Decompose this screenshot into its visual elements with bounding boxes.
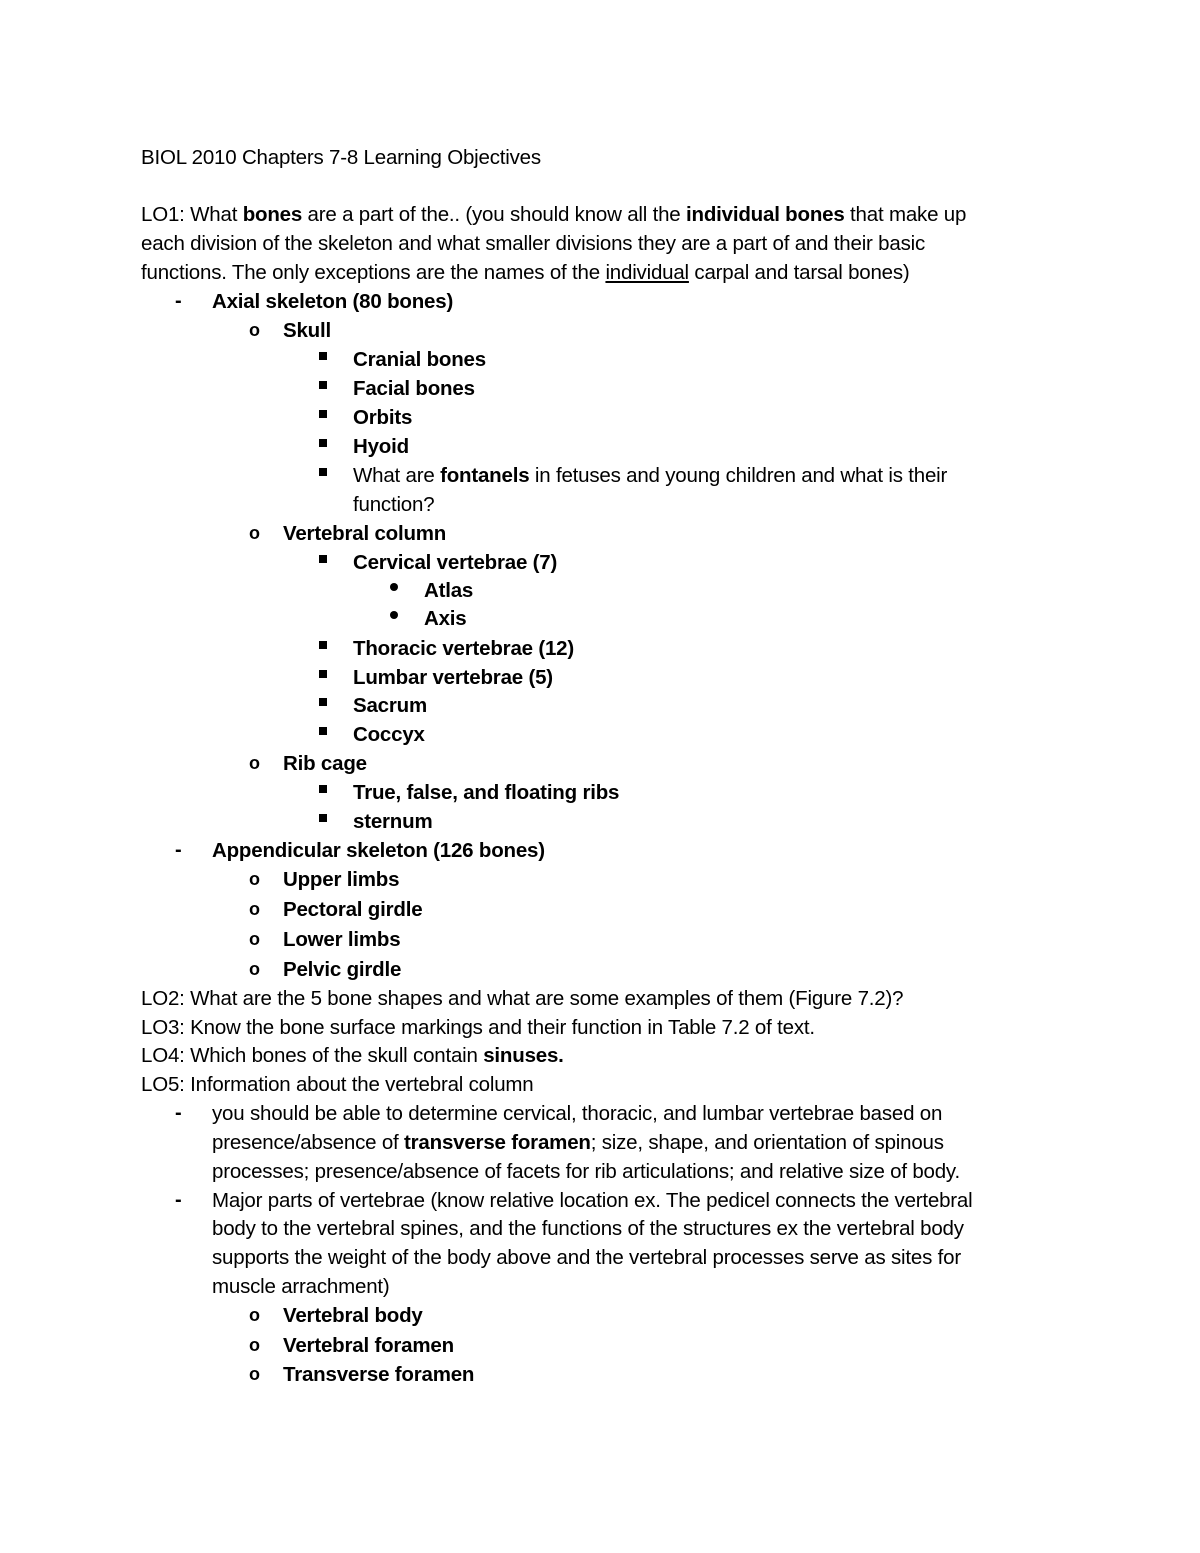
fontanel-text-a: What are [353,464,441,487]
vertebra-item-lumbar: Lumbar vertebrae (5) [353,666,553,689]
dash-bullet: - [175,839,182,861]
circle-bullet: o [249,320,260,340]
lo5-p1-text-a: presence/absence of [212,1131,405,1154]
round-bullet [390,611,398,619]
lo5-p2-line-3: supports the weight of the body above and the vertebral processes serve as sites for [212,1246,961,1269]
lo5-p2-line-1: Major parts of vertebrae (know relative location ex. The pedicel connects the vertebral [212,1189,973,1212]
skull-item-hyoid: Hyoid [353,435,409,458]
lo1-text-c: are a part of the.. (you should know all the [302,203,687,226]
square-bullet [319,641,327,649]
appendicular-item-pectoral-girdle: Pectoral girdle [283,898,423,921]
square-bullet [319,698,327,706]
square-bullet [319,555,327,563]
lo4-text-sinuses: sinuses. [483,1044,564,1067]
lo1-line3-a: functions. The only exceptions are the names of the [141,261,606,284]
lo3-text: LO3: Know the bone surface markings and their function in Table 7.2 of text. [141,1016,815,1039]
square-bullet [319,670,327,678]
square-bullet [319,352,327,360]
circle-bullet: o [249,1364,260,1384]
lo1-line3-underlined: individual [605,261,689,284]
circle-bullet: o [249,899,260,919]
lo5-p2-line-4: muscle arrachment) [212,1275,390,1298]
lo5-p1-line-3: processes; presence/absence of facets for rib articulations; and relative size of body. [212,1160,960,1183]
lo1-line-2: each division of the skeleton and what smaller divisions they are a part of and their basic [141,232,926,255]
circle-bullet: o [249,523,260,543]
lo5-p2-line-2: body to the vertebral spines, and the functions of the structures ex the vertebral body [212,1217,964,1240]
lo5-p1-line-2 [212,1128,944,1157]
vertebra-part-transverse-foramen: Transverse foramen [283,1363,475,1386]
skull-fontanel-line-2: function? [353,493,435,516]
vertebra-part-body: Vertebral body [283,1304,423,1327]
vertebra-item-sacrum: Sacrum [353,694,428,717]
square-bullet [319,381,327,389]
cervical-sub-axis: Axis [424,607,467,630]
rib-item-ribs: True, false, and floating ribs [353,781,620,804]
lo1-text-e: that make up [844,203,967,226]
skull-fontanel-line-1 [353,461,947,490]
fontanel-text-bold: fontanels [440,464,530,487]
square-bullet [319,439,327,447]
skull-item-facial: Facial bones [353,377,475,400]
appendicular-item-upper-limbs: Upper limbs [283,868,400,891]
square-bullet [319,468,327,476]
circle-bullet: o [249,959,260,979]
lo4-line [141,1041,564,1070]
lo1-line3-b: carpal and tarsal bones) [688,261,910,284]
axial-skeleton-heading: Axial skeleton (80 bones) [212,290,454,313]
circle-bullet: o [249,869,260,889]
vertebral-column-heading: Vertebral column [283,522,447,545]
vertebra-part-foramen: Vertebral foramen [283,1334,454,1357]
vertebra-item-coccyx: Coccyx [353,723,425,746]
lo5-p1-line-1: you should be able to determine cervical, thoracic, and lumbar vertebrae based on [212,1102,943,1125]
square-bullet [319,727,327,735]
skull-item-cranial: Cranial bones [353,348,486,371]
lo1-line-1 [141,200,966,229]
lo1-text-bones: bones [242,203,303,226]
circle-bullet: o [249,929,260,949]
appendicular-item-lower-limbs: Lower limbs [283,928,401,951]
cervical-sub-atlas: Atlas [424,579,474,602]
square-bullet [319,785,327,793]
appendicular-item-pelvic-girdle: Pelvic girdle [283,958,402,981]
circle-bullet: o [249,753,260,773]
lo1-line-3 [141,258,910,287]
skull-heading: Skull [283,319,331,342]
lo2-text: LO2: What are the 5 bone shapes and what are some examples of them (Figure 7.2)? [141,987,904,1010]
appendicular-skeleton-heading: Appendicular skeleton (126 bones) [212,839,545,862]
round-bullet [390,583,398,591]
square-bullet [319,410,327,418]
lo5-p1-text-bold: transverse foramen [404,1131,591,1154]
rib-cage-heading: Rib cage [283,752,367,775]
vertebra-item-cervical: Cervical vertebrae (7) [353,551,558,574]
fontanel-text-c: in fetuses and young children and what is their [529,464,948,487]
skull-item-orbits: Orbits [353,406,413,429]
dash-bullet: - [175,290,182,312]
square-bullet [319,814,327,822]
circle-bullet: o [249,1305,260,1325]
lo4-text-a: LO4: Which bones of the skull contain [141,1044,484,1067]
lo1-text-individual-bones: individual bones [686,203,845,226]
circle-bullet: o [249,1335,260,1355]
vertebra-item-thoracic: Thoracic vertebrae (12) [353,637,575,660]
lo5-title: LO5: Information about the vertebral column [141,1073,534,1096]
document-title: BIOL 2010 Chapters 7-8 Learning Objectives [141,146,541,169]
dash-bullet: - [175,1189,182,1211]
rib-item-sternum: sternum [353,810,433,833]
dash-bullet: - [175,1102,182,1124]
lo1-text-a: LO1: What [141,203,243,226]
lo5-p1-text-c: ; size, shape, and orientation of spinous [590,1131,944,1154]
